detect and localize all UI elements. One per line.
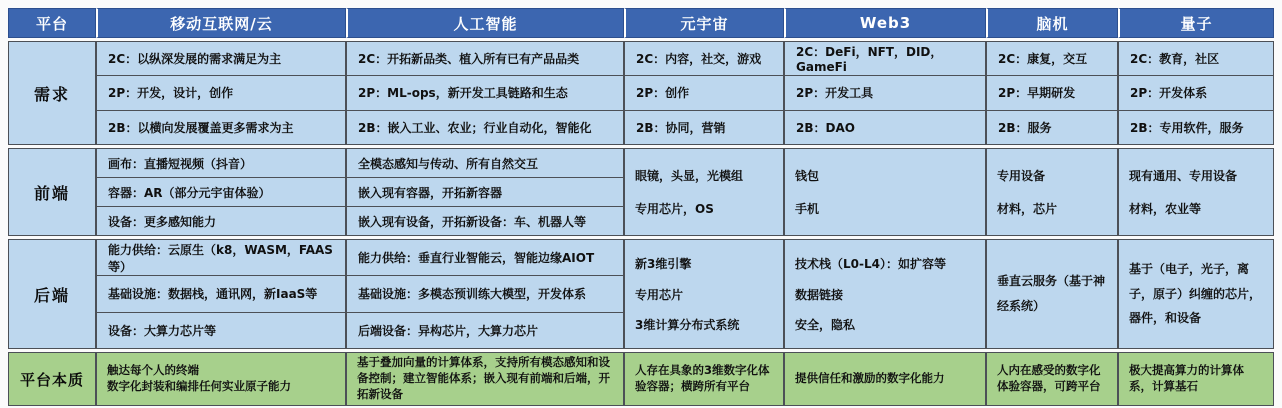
table-subcell: 2B：服务 <box>987 110 1117 144</box>
cell-line: 数据链接 <box>795 287 844 302</box>
row-label-essence: 平台本质 <box>8 352 96 406</box>
cell-line: 触达每个人的终端 <box>107 363 199 378</box>
table-subcell: 2P：开发，设计，创作 <box>97 75 345 109</box>
table-cell <box>1118 239 1274 349</box>
table-cell <box>784 239 986 349</box>
cell-line: 材料，芯片 <box>997 202 1058 216</box>
table-cell <box>346 41 624 145</box>
table-cell <box>784 41 986 145</box>
table-cell <box>986 352 1118 406</box>
cell-line: 数字化封装和编排任何实业原子能力 <box>107 379 291 393</box>
table-cell <box>346 239 624 349</box>
table-cell <box>624 148 784 236</box>
table-subcell: 2P：早期研发 <box>987 75 1117 109</box>
header-cell-ai: 人工智能 <box>346 8 624 38</box>
platform-comparison-table <box>8 8 1274 406</box>
cell-line: 人存在具象的3维数字化体验容器；横跨所有平台 <box>635 363 770 393</box>
table-cell <box>986 41 1118 145</box>
table-cell <box>784 148 986 236</box>
table-cell <box>346 148 624 236</box>
table-subcell: 能力供给：云原生（k8，WASM，FAAS等） <box>108 242 333 274</box>
cell-line: 专用芯片 <box>635 287 684 302</box>
table-subcell: 2C：教育，社区 <box>1130 52 1220 67</box>
cell-line: 眼镜，头显，光模组 <box>635 169 744 183</box>
cell-line: 3维计算分布式系统 <box>635 317 740 332</box>
table-cell <box>96 148 346 236</box>
table-subcell: 2B：以横向发展覆盖更多需求为主 <box>97 110 345 144</box>
cell-line: 基于（电子，光子，离子，原子）纠缠的芯片，器件，和设备 <box>1129 262 1262 326</box>
header-cell-platform: 平台 <box>8 8 96 38</box>
table-subcell: 2B：嵌入工业、农业；行业自动化，智能化 <box>347 110 623 144</box>
table-cell <box>624 41 784 145</box>
header-cell-mobile-cloud: 移动互联网/云 <box>96 8 346 38</box>
row-label-backend: 后端 <box>8 239 96 349</box>
cell-line: 专用设备 <box>997 169 1046 183</box>
table-subcell: 嵌入现有容器，开拓新容器 <box>347 177 623 206</box>
table-cell <box>986 239 1118 349</box>
cell-line: 手机 <box>795 202 820 216</box>
table-subcell: 2C：内容，社交，游戏 <box>636 52 762 67</box>
cell-line: 新3维引擎 <box>635 257 692 272</box>
row-label-frontend: 前端 <box>8 148 96 236</box>
table-subcell: 2P：开发工具 <box>785 75 985 109</box>
table-cell <box>1118 352 1274 406</box>
table-cell <box>986 148 1118 236</box>
table-subcell: 设备：更多感知能力 <box>97 206 345 235</box>
table-cell <box>96 352 346 406</box>
header-cell-brain-computer: 脑机 <box>986 8 1118 38</box>
table-cell <box>96 41 346 145</box>
cell-line: 钱包 <box>795 169 820 183</box>
table-cell <box>96 239 346 349</box>
table-cell <box>624 239 784 349</box>
cell-line: 安全，隐私 <box>795 317 856 332</box>
table-subcell: 2C：DeFi，NFT，DID，GameFi <box>796 45 943 75</box>
header-cell-quantum: 量子 <box>1118 8 1274 38</box>
cell-line: 现有通用、专用设备 <box>1129 169 1238 183</box>
cell-line: 专用芯片，OS <box>635 202 714 216</box>
table-cell <box>1118 148 1274 236</box>
table-subcell: 画布：直播短视频（抖音） <box>108 156 253 171</box>
table-subcell: 2C：以纵深发展的需求满足为主 <box>108 52 282 67</box>
cell-line: 材料，农业等 <box>1129 202 1202 216</box>
table-subcell: 2B：协同，营销 <box>625 110 783 144</box>
table-subcell: 容器：AR（部分元宇宙体验） <box>97 177 345 206</box>
table-cell <box>346 352 624 406</box>
table-subcell: 设备：大算力芯片等 <box>97 312 345 348</box>
table-subcell: 2B：DAO <box>785 110 985 144</box>
table-cell <box>784 352 986 406</box>
table-subcell: 2B：专用软件，服务 <box>1119 110 1273 144</box>
table-subcell: 嵌入现有设备，开拓新设备：车、机器人等 <box>347 206 623 235</box>
cell-line: 技术栈（L0-L4）：如扩容等 <box>795 257 946 272</box>
table-subcell: 基础设施：多模态预训练大模型，开发体系 <box>347 275 623 311</box>
table-subcell: 后端设备：异构芯片，大算力芯片 <box>347 312 623 348</box>
cell-line: 垂直云服务（基于神经系统） <box>997 274 1106 313</box>
cell-line: 人内在感受的数字化体验容器，可跨平台 <box>997 363 1101 393</box>
table-subcell: 全模态感知与传动、所有自然交互 <box>358 156 539 171</box>
table-cell <box>624 352 784 406</box>
header-cell-web3: Web3 <box>784 8 986 38</box>
table-subcell: 2C：康复，交互 <box>998 52 1088 67</box>
table-subcell: 基础设施：数据栈，通讯网，新IaaS等 <box>97 275 345 311</box>
table-cell <box>1118 41 1274 145</box>
cell-line: 极大提高算力的计算体系，计算基石 <box>1129 363 1244 393</box>
table-subcell: 2P：创作 <box>625 75 783 109</box>
table-subcell: 2P：ML-ops，新开发工具链路和生态 <box>347 75 623 109</box>
header-cell-metaverse: 元宇宙 <box>624 8 784 38</box>
table-subcell: 能力供给：垂直行业智能云，智能边缘AIOT <box>358 251 595 266</box>
cell-line: 基于叠加向量的计算体系，支持所有模态感知和设备控制；建立智能体系；嵌入现有前端和后端，开拓新设备 <box>357 355 610 401</box>
table-subcell: 2C：开拓新品类、植入所有已有产品品类 <box>358 52 580 67</box>
row-label-demand: 需求 <box>8 41 96 145</box>
table-subcell: 2P：开发体系 <box>1119 75 1273 109</box>
cell-line: 提供信任和激励的数字化能力 <box>795 371 945 386</box>
